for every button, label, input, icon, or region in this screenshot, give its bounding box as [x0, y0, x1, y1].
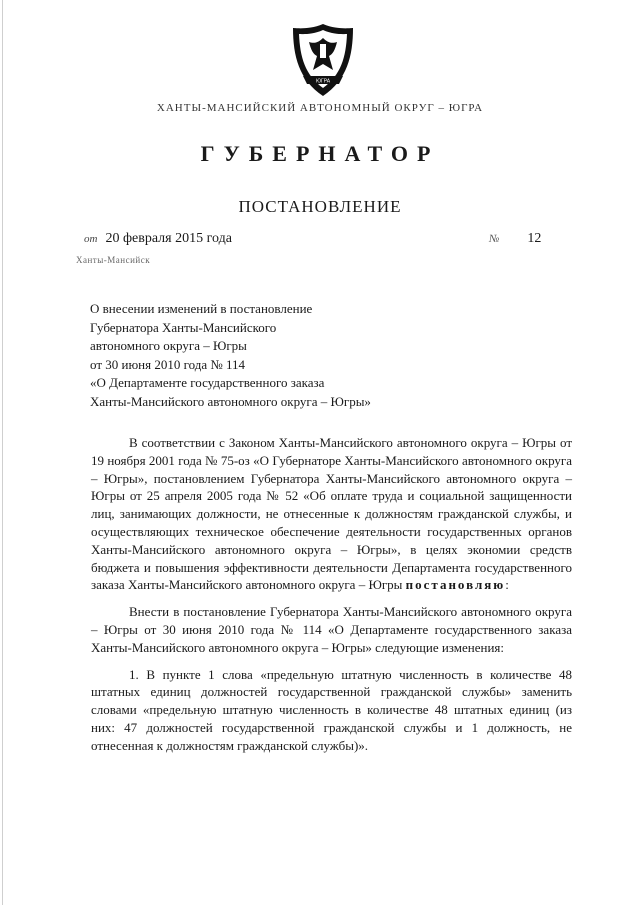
document-type-heading: ПОСТАНОВЛЕНИЕ: [238, 197, 402, 216]
title-line: О внесении изменений в постановление: [90, 301, 313, 316]
title-line: автономного округа – Югры: [90, 338, 247, 353]
governor-heading: ГУБЕРНАТОР: [200, 141, 440, 166]
coat-of-arms-emblem: [289, 22, 357, 98]
document-date: [84, 231, 232, 247]
preamble-text: В соответствии с Законом Ханты-Мансийского автономного округа – Югры от 19 ноября 2001 года № 75-оз «О Губернаторе Ханты-Мансийского автономного округа – Югры», постановлением Губернатора Ханты-Мансийского автономного округа – Югры от 25 апреля 2005 года № 52 «Об оплате труда и социальной защищенности лиц, занимающих должности, не отнесенные к должностям гражданской службы, и осуществляющих техническое обеспечение деятельности государственных органов Ханты-Мансийского автономного округа – Югры», в целях экономии средств бюджета и повышения эффективности деятельности Департамента государственного заказа Ханты-Мансийского автономного округа – Югры: [91, 435, 572, 593]
date-value: 20 февраля 2015 года: [105, 231, 232, 246]
date-prefix: от: [84, 233, 98, 245]
preamble-end: :: [505, 577, 509, 593]
title-line: от 30 июня 2010 года № 114: [90, 356, 246, 372]
title-line: Губернатора Ханты-Мансийского: [90, 319, 277, 335]
scan-edge-line: [2, 0, 3, 905]
document-title: [90, 300, 510, 411]
number-prefix: №: [489, 233, 500, 245]
document-body: [91, 434, 572, 764]
body-paragraph-amendment: Внести в постановление Губернатора Ханты-Мансийского автономного округа – Югры от 30 июня 2010 года № 114 «О Департаменте государственного заказа Ханты-Мансийского автономного округа – Югры» следующие изменения:: [91, 604, 572, 655]
title-line: Ханты-Мансийского автономного округа – Югры»: [90, 393, 371, 409]
body-paragraph-preamble: [91, 434, 572, 594]
decree-keyword: постановляю: [405, 577, 506, 593]
title-line: «О Департаменте государственного заказа: [90, 375, 325, 390]
number-value: 12: [527, 231, 542, 246]
body-paragraph-item-1: 1. В пункте 1 слова «предельную штатную численность в количестве 48 штатных единиц должностей государственной гражданской службы» заменить словами «предельную штатную численность в количестве 48 штатных единиц (из них: 47 должностей государственной гражданской службы и 1 должность, не отнесенная к должностям гражданской службы)».: [91, 666, 572, 753]
document-number: [489, 231, 541, 247]
region-name: ХАНТЫ-МАНСИЙСКИЙ АВТОНОМНЫЙ ОКРУГ – ЮГРА: [156, 102, 484, 114]
document-place: Ханты-Мансийск: [76, 255, 151, 265]
svg-text:ЮГРА: ЮГРА: [315, 78, 331, 85]
